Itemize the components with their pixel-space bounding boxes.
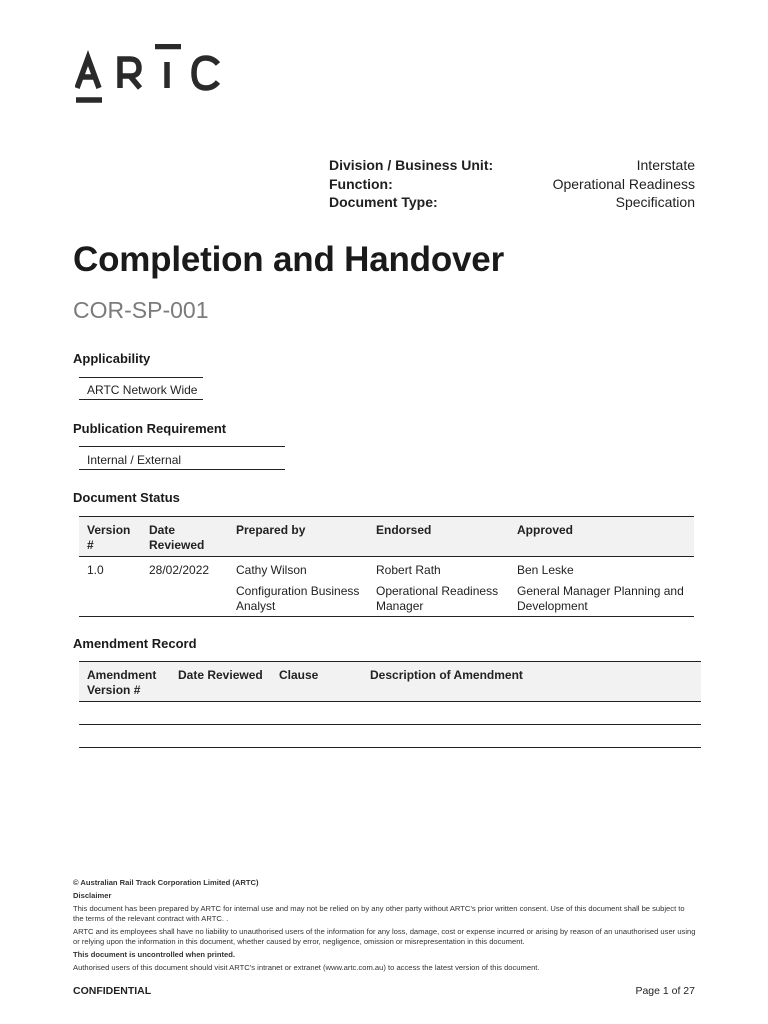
amendment-record-table	[79, 661, 701, 748]
publication-value: Internal / External	[87, 453, 182, 467]
footer-disclaimer-text: This document has been prepared by ARTC for internal use and may not be relied on by any other party without ARTC’s prior written consent. Use of this document shall be subject to the terms of the relevant contract with ARTC. .	[73, 904, 685, 923]
column-header: Prepared by	[228, 517, 368, 557]
confidential-label: CONFIDENTIAL	[73, 985, 152, 997]
column-header: Date Reviewed	[141, 517, 228, 557]
applicability-heading: Applicability	[73, 351, 151, 366]
meta-row-division	[329, 156, 695, 175]
table-cell	[170, 725, 271, 748]
meta-row-function	[329, 175, 695, 194]
meta-value: Specification	[615, 194, 695, 211]
table-row	[79, 725, 701, 748]
footer-authorised: Authorised users of this document should visit ARTC’s intranet or extranet (www.artc.com.au) to access the latest version of this document.	[73, 963, 540, 973]
publication-bottom-rule	[79, 469, 285, 470]
column-header: Approved	[509, 517, 694, 557]
column-header: Clause	[271, 662, 362, 702]
column-header: Version #	[79, 517, 141, 557]
table-cell	[362, 702, 701, 725]
applicability-top-rule	[79, 377, 203, 378]
footer-disclaimer-heading: Disclaimer	[73, 891, 112, 901]
table-cell	[271, 702, 362, 725]
table-cell: Robert Rath	[376, 563, 441, 577]
applicability-value: ARTC Network Wide	[87, 383, 198, 397]
column-header: Amendment Version #	[79, 662, 170, 702]
table-cell: Configuration Business Analyst	[228, 580, 368, 617]
meta-label: Division / Business Unit:	[329, 157, 494, 173]
table-cell: General Manager Planning and Development	[509, 580, 694, 617]
footer-liability-text: ARTC and its employees shall have no liability to unauthorised users of the information for any loss, damage, cost or expense incurred or arising by reason of an unauthorised user using or relying upon the information in this document, whether caused by error, negligence, omission or misrepresentation in this document.	[73, 927, 696, 946]
table-row	[79, 580, 694, 617]
table-row	[79, 702, 701, 725]
artc-logo	[75, 44, 225, 104]
table-cell	[362, 725, 701, 748]
table-cell: Cathy Wilson	[236, 563, 307, 577]
table-row	[79, 557, 694, 581]
table-cell	[141, 580, 228, 617]
meta-row-document-type	[329, 193, 695, 212]
table-header-row	[79, 662, 701, 702]
table-cell: 28/02/2022	[149, 563, 210, 577]
applicability-bottom-rule	[79, 399, 203, 400]
document-number: COR-SP-001	[73, 297, 209, 323]
table-cell: Ben Leske	[517, 563, 574, 577]
table-cell	[79, 702, 170, 725]
meta-label: Document Type:	[329, 194, 438, 211]
table-cell: Operational Readiness Manager	[368, 580, 509, 617]
document-status-heading: Document Status	[73, 490, 180, 505]
table-cell	[79, 580, 141, 617]
footer-uncontrolled: This document is uncontrolled when printed.	[73, 949, 236, 959]
publication-heading: Publication Requirement	[73, 421, 227, 436]
publication-top-rule	[79, 446, 285, 447]
document-status-table	[79, 516, 694, 617]
page-number: Page 1 of 27	[635, 985, 695, 997]
column-header: Date Reviewed	[170, 662, 271, 702]
table-cell	[79, 725, 170, 748]
footer-copyright: © Australian Rail Track Corporation Limited (ARTC)	[73, 878, 259, 887]
artc-logo-icon	[75, 44, 225, 104]
table-cell	[170, 702, 271, 725]
table-cell: 1.0	[87, 563, 104, 577]
footer-disclaimer	[73, 878, 696, 976]
meta-value: Operational Readiness	[552, 175, 695, 192]
column-header: Description of Amendment	[362, 662, 701, 702]
document-title: Completion and Handover	[73, 240, 504, 279]
meta-value: Interstate	[636, 157, 695, 173]
table-header-row	[79, 517, 694, 557]
table-cell	[271, 725, 362, 748]
meta-label: Function:	[329, 175, 393, 192]
document-meta	[329, 156, 695, 212]
column-header: Endorsed	[368, 517, 509, 557]
amendment-record-heading: Amendment Record	[73, 636, 197, 651]
